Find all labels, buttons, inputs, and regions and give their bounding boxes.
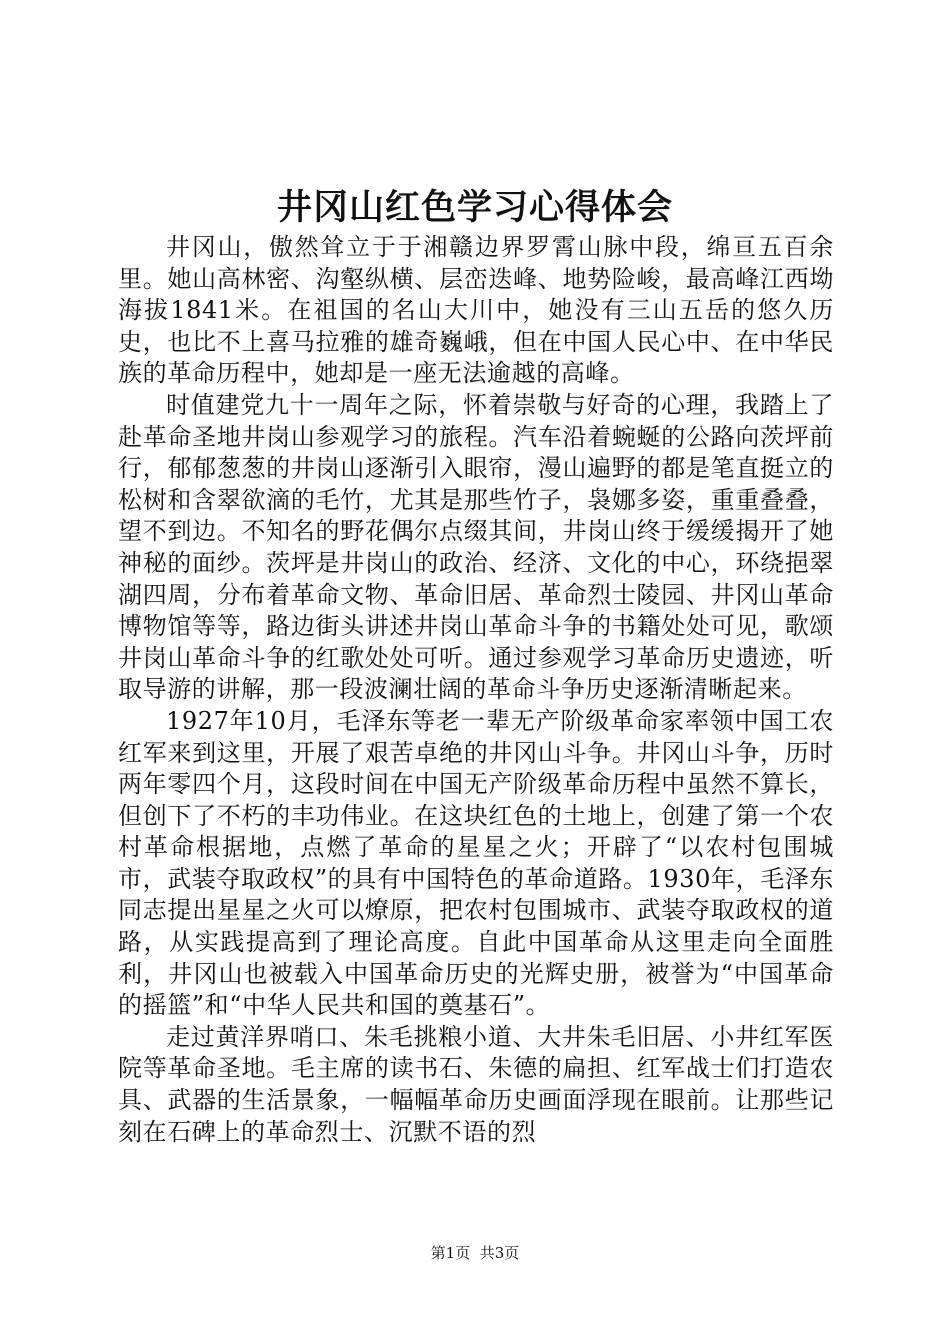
paragraph-2: 时值建党九十一周年之际，怀着崇敬与好奇的心理，我踏上了赴革命圣地井岗山参观学习的旅程。汽车沿着蜿蜒的公路向茨坪前行，郁郁葱葱的井岗山逐渐引入眼帘，漫山遍野的都是笔直挺立的松树和含翠欲滴的毛竹，尤其是那些竹子，袅娜多姿，重重叠叠，望不到边。不知名的野花偶尔点缀其间，井岗山终于缓缓揭开了她神秘的面纱。茨坪是井岗山的政治、经济、文化的中心，环绕挹翠湖四周，分布着革命文物、革命旧居、革命烈士陵园、井冈山革命博物馆等等，路边街头讲述井岗山革命斗争的书籍处处可见，歌颂井岗山革命斗争的红歌处处可听。通过参观学习革命历史遗迹，听取导游的讲解，那一段波澜壮阔的革命斗争历史逐渐清晰起来。	[118, 390, 834, 704]
document-title: 井冈山红色学习心得体会	[276, 188, 673, 228]
page-total: 共3页	[479, 1244, 520, 1262]
page-number: 第1页	[430, 1244, 471, 1262]
footer-separator	[470, 1244, 480, 1262]
paragraph-3: 1927年10月，毛泽东等老一辈无产阶级革命家率领中国工农红军来到这里，开展了艰苦卓绝的井冈山斗争。井冈山斗争，历时两年零四个月，这段时间在中国无产阶级革命历程中虽然不算长，但创下了不朽的丰功伟业。在这块红色的土地上，创建了第一个农村革命根据地，点燃了革命的星星之火；开辟了“以农村包围城市，武装夺取政权”的具有中国特色的革命道路。1930年，毛泽东同志提出星星之火可以燎原，把农村包围城市、武装夺取政权的道路，从实践提高到了理论高度。自此中国革命从这里走向全面胜利，井冈山也被载入中国革命历史的光辉史册，被誉为“中国革命的摇篮”和“中华人民共和国的奠基石”。	[118, 706, 834, 1020]
paragraph-4: 走过黄洋界哨口、朱毛挑粮小道、大井朱毛旧居、小井红军医院等革命圣地。毛主席的读书石、朱德的扁担、红军战士们打造农具、武器的生活景象，一幅幅革命历史画面浮现在眼前。让那些记刻在石碑上的革命烈士、沉默不语的烈	[118, 1022, 834, 1146]
page-footer	[0, 1242, 950, 1264]
document-body	[118, 232, 834, 1148]
paragraph-1: 井冈山，傲然耸立于于湘赣边界罗霄山脉中段，绵亘五百余里。她山高林密、沟壑纵横、层峦迭峰、地势险峻，最高峰江西坳海拔1841米。在祖国的名山大川中，她没有三山五岳的悠久历史，也比不上喜马拉雅的雄奇巍峨，但在中国人民心中、在中华民族的革命历程中，她却是一座无法逾越的高峰。	[118, 233, 834, 388]
